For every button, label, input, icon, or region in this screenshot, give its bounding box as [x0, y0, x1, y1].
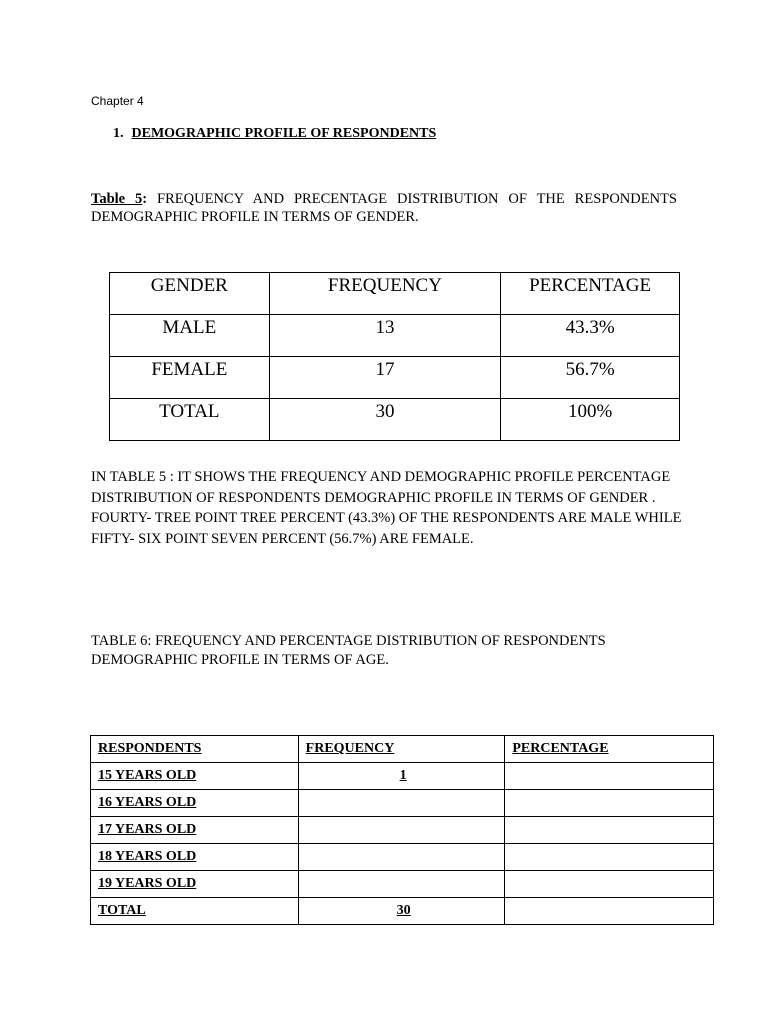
header-gender: GENDER	[110, 273, 270, 315]
table5-label-colon: :	[142, 191, 148, 207]
cell-respondents: TOTAL	[91, 898, 299, 925]
chapter-label: Chapter 4	[91, 94, 144, 108]
cell-gender: MALE	[110, 315, 270, 357]
header-respondents: RESPONDENTS	[91, 736, 299, 763]
cell-respondents: 16 YEARS OLD	[91, 790, 299, 817]
table6-caption: TABLE 6: FREQUENCY AND PERCENTAGE DISTRIBUTION OF RESPONDENTS DEMOGRAPHIC PROFILE IN TERMS OF AGE.	[91, 633, 606, 668]
cell-percentage	[505, 898, 714, 925]
table-row	[110, 357, 680, 399]
section-title: DEMOGRAPHIC PROFILE OF RESPONDENTS	[131, 126, 437, 141]
cell-percentage	[505, 844, 714, 871]
header-frequency: FREQUENCY	[298, 736, 505, 763]
cell-respondents: 19 YEARS OLD	[91, 871, 299, 898]
gender-table	[109, 272, 680, 441]
table-row	[91, 763, 714, 790]
cell-percentage: 100%	[501, 399, 680, 441]
table-row	[91, 790, 714, 817]
table5-caption-text: FREQUENCY AND PRECENTAGE DISTRIBUTION OF THE RESPONDENTS DEMOGRAPHIC PROFILE IN TERMS OF GENDER.	[91, 191, 677, 225]
cell-frequency	[298, 790, 505, 817]
cell-frequency: 30	[269, 399, 501, 441]
table-row	[110, 399, 680, 441]
table-row	[91, 898, 714, 925]
section-number: 1.	[113, 126, 124, 141]
header-percentage: PERCENTAGE	[501, 273, 680, 315]
cell-percentage	[505, 763, 714, 790]
cell-percentage	[505, 871, 714, 898]
header-percentage: PERCENTAGE	[505, 736, 714, 763]
cell-frequency	[298, 844, 505, 871]
cell-frequency	[298, 898, 505, 925]
table-row	[91, 817, 714, 844]
table5-label: Table 5	[91, 191, 143, 207]
frequency-value: 1	[399, 768, 407, 783]
age-table	[90, 735, 714, 925]
cell-frequency	[298, 871, 505, 898]
table5-caption	[91, 190, 677, 226]
cell-percentage	[505, 790, 714, 817]
cell-percentage: 56.7%	[501, 357, 680, 399]
frequency-value: 30	[396, 903, 411, 918]
cell-frequency: 17	[269, 357, 501, 399]
table-row	[110, 315, 680, 357]
cell-respondents: 17 YEARS OLD	[91, 817, 299, 844]
cell-percentage: 43.3%	[501, 315, 680, 357]
cell-respondents: 18 YEARS OLD	[91, 844, 299, 871]
cell-respondents: 15 YEARS OLD	[91, 763, 299, 790]
cell-frequency: 13	[269, 315, 501, 357]
section-heading	[113, 126, 436, 142]
table-header-row	[91, 736, 714, 763]
cell-gender: TOTAL	[110, 399, 270, 441]
cell-frequency	[298, 763, 505, 790]
table-header-row	[110, 273, 680, 315]
table-row	[91, 871, 714, 898]
table-row	[91, 844, 714, 871]
table5-interpretation: IN TABLE 5 : IT SHOWS THE FREQUENCY AND DEMOGRAPHIC PROFILE PERCENTAGE DISTRIBUTION OF RESPONDENTS DEMOGRAPHIC PROFILE IN TERMS OF GENDER . FOURTY- TREE POINT TREE PERCENT (43.3%) OF THE RESPONDENTS ARE MALE WHILE FIFTY- SIX POINT SEVEN PERCENT (56.7%) ARE FEMALE.	[91, 469, 682, 547]
cell-gender: FEMALE	[110, 357, 270, 399]
cell-percentage	[505, 817, 714, 844]
header-frequency: FREQUENCY	[269, 273, 501, 315]
cell-frequency	[298, 817, 505, 844]
